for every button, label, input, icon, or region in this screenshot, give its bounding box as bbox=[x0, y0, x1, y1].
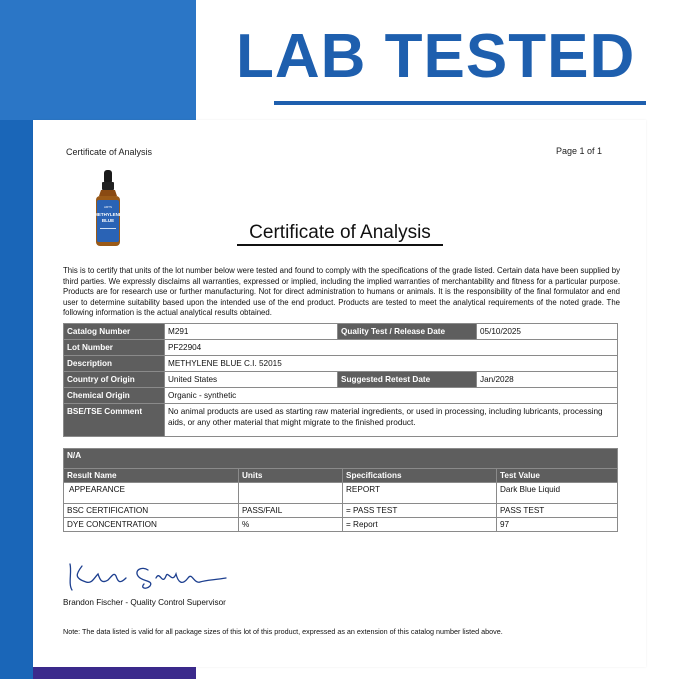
test-value-cell: Dark Blue Liquid bbox=[497, 483, 618, 504]
units-cell: PASS/FAIL bbox=[239, 504, 343, 518]
description-value: METHYLENE BLUE C.I. 52015 bbox=[165, 356, 618, 372]
column-header: Test Value bbox=[497, 469, 618, 483]
chemical-origin-value: Organic - synthetic bbox=[165, 388, 618, 404]
hero-title: LAB TESTED bbox=[236, 22, 636, 91]
chemical-origin-label: Chemical Origin bbox=[64, 388, 165, 404]
table-row bbox=[64, 324, 618, 340]
column-header: Specifications bbox=[343, 469, 497, 483]
catalog-number-value: M291 bbox=[165, 324, 338, 340]
units-cell bbox=[239, 483, 343, 504]
certification-statement: This is to certify that units of the lot number below were tested and found to comply with the specifications of the grade listed. Certain data have been supplied by third parties. We expressly disclaims all warranties, expressed or implied, including the implied warranties of merchantability and fitness for a particular purpose. Products are for research use or further manufacturing. Not for direct administration to humans or animals. It is the responsibility of the final formulator and end user to determine suitability based upon the intended use of the end product. Products are tested to meet the analytical requirements of the noted grade. The following information is the actual analytical results obtained. bbox=[63, 266, 620, 318]
document-header-title: Certificate of Analysis bbox=[66, 147, 153, 157]
table-row bbox=[64, 483, 618, 504]
left-blue-panel-top bbox=[0, 0, 196, 120]
bottle-label-line1: METHYLENE bbox=[94, 212, 122, 217]
table-section-header bbox=[64, 449, 618, 469]
lot-number-label: Lot Number bbox=[64, 340, 165, 356]
table-row bbox=[64, 388, 618, 404]
result-name-cell: DYE CONCENTRATION bbox=[64, 518, 239, 532]
release-date-label: Quality Test / Release Date bbox=[338, 324, 477, 340]
certificate-title-underline bbox=[237, 244, 443, 246]
country-value: United States bbox=[165, 372, 338, 388]
hero-underline bbox=[274, 101, 646, 105]
lot-number-value: PF22904 bbox=[165, 340, 618, 356]
release-date-value: 05/10/2025 bbox=[477, 324, 618, 340]
specification-cell: = Report bbox=[343, 518, 497, 532]
bse-comment-label: BSE/TSE Comment bbox=[64, 404, 165, 437]
units-cell: % bbox=[239, 518, 343, 532]
table-row bbox=[64, 356, 618, 372]
specification-cell: = PASS TEST bbox=[343, 504, 497, 518]
section-label: N/A bbox=[64, 449, 618, 469]
catalog-number-label: Catalog Number bbox=[64, 324, 165, 340]
product-info-table bbox=[63, 323, 618, 437]
bottle-brand-text: ARTS bbox=[104, 205, 112, 209]
test-value-cell: PASS TEST bbox=[497, 504, 618, 518]
signer-name: Brandon Fischer - Quality Control Supervisor bbox=[63, 598, 226, 607]
country-label: Country of Origin bbox=[64, 372, 165, 388]
handwritten-signature bbox=[64, 556, 244, 596]
column-header: Units bbox=[239, 469, 343, 483]
result-name-cell: APPEARANCE bbox=[64, 483, 239, 504]
bottle-label-line2: BLUE bbox=[101, 218, 115, 223]
table-row bbox=[64, 340, 618, 356]
specification-cell: REPORT bbox=[343, 483, 497, 504]
result-name-cell: BSC CERTIFICATION bbox=[64, 504, 239, 518]
table-row bbox=[64, 504, 618, 518]
table-header-row bbox=[64, 469, 618, 483]
bottom-purple-bar bbox=[33, 667, 196, 679]
table-row bbox=[64, 518, 618, 532]
test-results-table bbox=[63, 448, 618, 532]
table-row bbox=[64, 372, 618, 388]
description-label: Description bbox=[64, 356, 165, 372]
product-bottle-image bbox=[92, 170, 124, 248]
table-row bbox=[64, 404, 618, 437]
test-value-cell: 97 bbox=[497, 518, 618, 532]
page-number: Page 1 of 1 bbox=[556, 146, 603, 156]
certificate-title: Certificate of Analysis bbox=[249, 222, 431, 243]
column-header: Result Name bbox=[64, 469, 239, 483]
bse-comment-value: No animal products are used as starting raw material ingredients, or used in processing, including lubricants, processing aids, or any other material that might migrate to the finished product. bbox=[165, 404, 618, 437]
footnote: Note: The data listed is valid for all package sizes of this lot of this product, expressed as an extension of this catalog number listed above. bbox=[63, 627, 503, 636]
retest-date-label: Suggested Retest Date bbox=[338, 372, 477, 388]
retest-date-value: Jan/2028 bbox=[477, 372, 618, 388]
